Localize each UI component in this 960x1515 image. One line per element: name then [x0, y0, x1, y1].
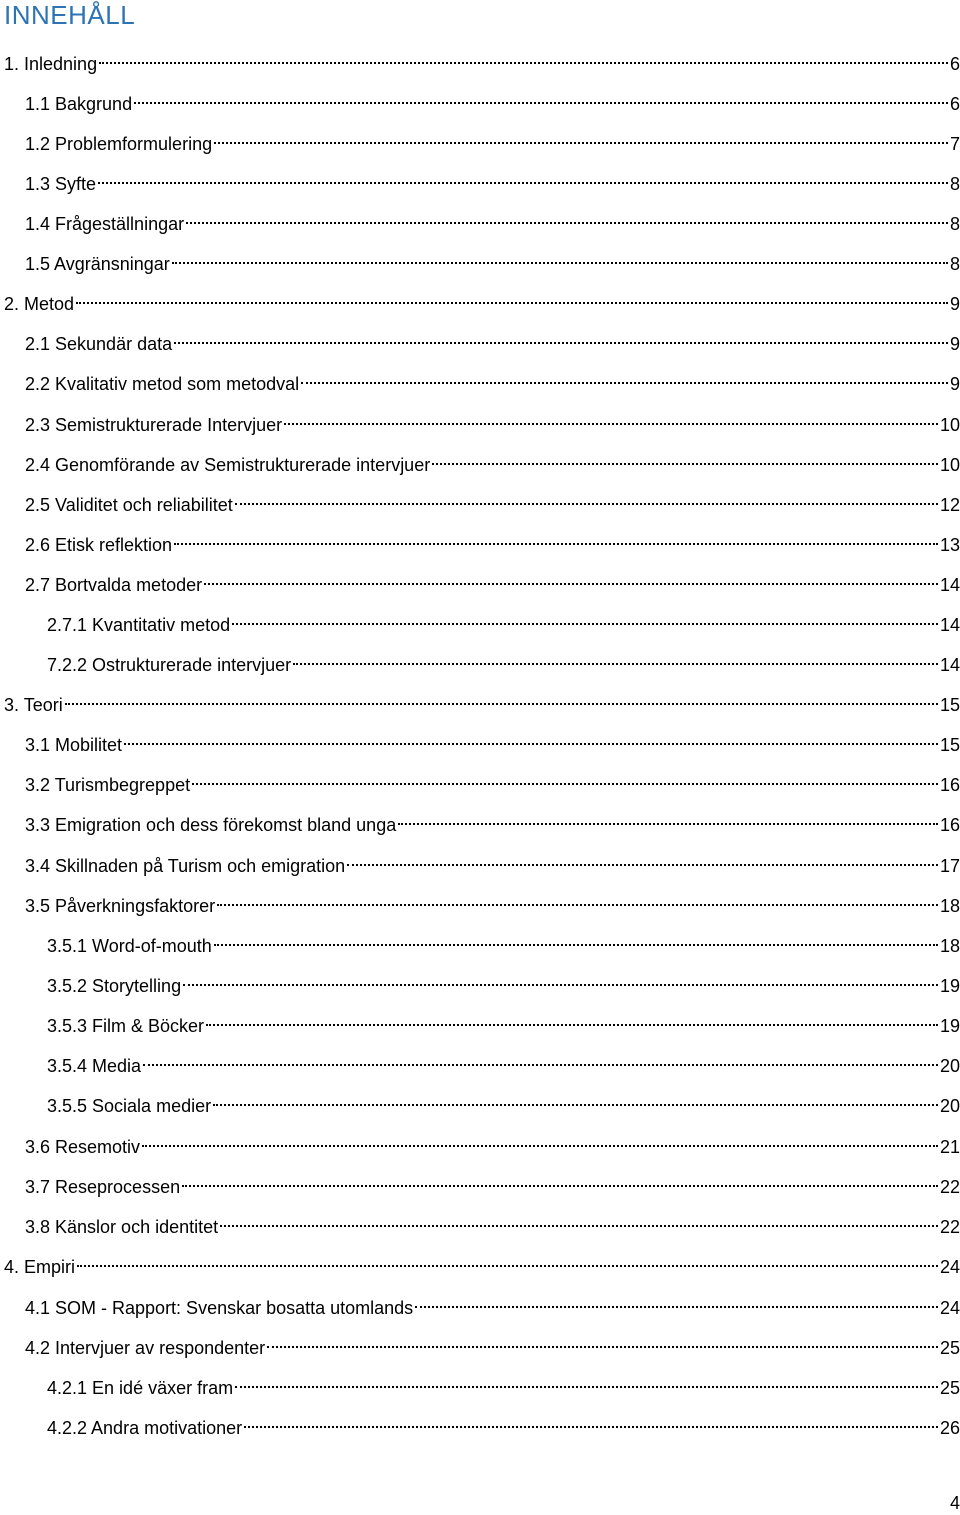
- toc-entry-page: 14: [939, 575, 960, 595]
- toc-entry-page: 25: [939, 1338, 960, 1358]
- toc-dot-leader: [432, 445, 938, 471]
- toc-entry-page: 21: [939, 1137, 960, 1157]
- toc-entry-label: 2. Metod: [4, 294, 75, 314]
- toc-dot-leader: [217, 886, 938, 912]
- toc-entry-label: 1.3 Syfte: [25, 174, 97, 194]
- toc-entry-page: 18: [939, 896, 960, 916]
- toc-dot-leader: [183, 966, 938, 992]
- toc-entry-label: 1. Inledning: [4, 54, 98, 74]
- toc-dot-leader: [214, 124, 948, 150]
- toc-dot-leader: [347, 846, 938, 872]
- toc-entry-page: 6: [949, 54, 960, 74]
- toc-entry[interactable]: [4, 44, 960, 74]
- toc-entry[interactable]: [47, 966, 960, 996]
- toc-entry-page: 24: [939, 1298, 960, 1318]
- toc-entry-label: 3.2 Turismbegreppet: [25, 775, 191, 795]
- toc-entry-label: 3.8 Känslor och identitet: [25, 1217, 219, 1237]
- toc-entry-label: 4.2 Intervjuer av respondenter: [25, 1338, 266, 1358]
- toc-entry-page: 22: [939, 1217, 960, 1237]
- toc-entry[interactable]: [25, 124, 960, 154]
- toc-entry-page: 9: [949, 334, 960, 354]
- toc-entry-page: 24: [939, 1257, 960, 1277]
- toc-entry-label: 2.4 Genomförande av Semistrukturerade intervjuer: [25, 455, 431, 475]
- toc-entry-page: 15: [939, 695, 960, 715]
- toc-dot-leader: [213, 1086, 938, 1112]
- toc-dot-leader: [267, 1328, 938, 1354]
- toc-entry[interactable]: [25, 164, 960, 194]
- toc-entry[interactable]: [25, 1207, 960, 1237]
- toc-entry[interactable]: [47, 926, 960, 956]
- toc-entry-label: 4.2.1 En idé växer fram: [47, 1378, 234, 1398]
- toc-entry[interactable]: [25, 244, 960, 274]
- toc-entry-page: 20: [939, 1056, 960, 1076]
- toc-entry-label: 3.5 Påverkningsfaktorer: [25, 896, 216, 916]
- toc-entry-label: 3.5.4 Media: [47, 1056, 142, 1076]
- toc-dot-leader: [214, 926, 938, 952]
- toc-dot-leader: [134, 84, 948, 110]
- toc-entry[interactable]: [25, 1288, 960, 1318]
- toc-entry[interactable]: [4, 685, 960, 715]
- toc-entry-page: 16: [939, 775, 960, 795]
- toc-dot-leader: [301, 364, 948, 390]
- toc-entry-page: 17: [939, 856, 960, 876]
- toc-entry-label: 3.1 Mobilitet: [25, 735, 123, 755]
- toc-entry-label: 2.7.1 Kvantitativ metod: [47, 615, 231, 635]
- toc-dot-leader: [235, 485, 938, 511]
- toc-entry-label: 2.1 Sekundär data: [25, 334, 173, 354]
- toc-dot-leader: [142, 1127, 938, 1153]
- toc-entry-page: 20: [939, 1096, 960, 1116]
- toc-dot-leader: [172, 244, 948, 270]
- toc-dot-leader: [98, 164, 948, 190]
- toc-entry-label: 1.4 Frågeställningar: [25, 214, 185, 234]
- toc-entry-page: 19: [939, 976, 960, 996]
- toc-entry-page: 9: [949, 374, 960, 394]
- toc-dot-leader: [77, 1247, 938, 1273]
- toc-entry-page: 18: [939, 936, 960, 956]
- toc-dot-leader: [232, 605, 938, 631]
- toc-entry-page: 7: [949, 134, 960, 154]
- toc-entry-label: 3.4 Skillnaden på Turism och emigration: [25, 856, 346, 876]
- toc-entry-label: 4. Empiri: [4, 1257, 76, 1277]
- toc-dot-leader: [99, 44, 948, 70]
- toc-entry-page: 16: [939, 815, 960, 835]
- toc-entry-label: 7.2.2 Ostrukturerade intervjuer: [47, 655, 292, 675]
- toc-entry-page: 25: [939, 1378, 960, 1398]
- toc-dot-leader: [415, 1288, 938, 1314]
- toc-dot-leader: [220, 1207, 938, 1233]
- toc-entry[interactable]: [47, 1408, 960, 1438]
- toc-dot-leader: [174, 525, 938, 551]
- toc-entry-label: 3. Teori: [4, 695, 63, 715]
- toc-entry[interactable]: [47, 1006, 960, 1036]
- toc-entry[interactable]: [47, 1046, 960, 1076]
- toc-entry[interactable]: [47, 645, 960, 675]
- toc-entry[interactable]: [47, 605, 960, 635]
- toc-entry-page: 15: [939, 735, 960, 755]
- toc-entry-page: 22: [939, 1177, 960, 1197]
- toc-entry[interactable]: [25, 565, 960, 595]
- toc-entry-label: 2.7 Bortvalda metoder: [25, 575, 203, 595]
- toc-dot-leader: [174, 324, 948, 350]
- toc-entry-page: 10: [939, 415, 960, 435]
- toc-entry-page: 12: [939, 495, 960, 515]
- toc-entry[interactable]: [25, 485, 960, 515]
- toc-dot-leader: [293, 645, 938, 671]
- toc-entry[interactable]: [25, 525, 960, 555]
- toc-dot-leader: [398, 805, 938, 831]
- toc-dot-leader: [124, 725, 938, 751]
- toc-entry[interactable]: [47, 1368, 960, 1398]
- toc-entry-page: 13: [939, 535, 960, 555]
- page-number: 4: [949, 1493, 960, 1513]
- toc-entry-label: 3.5.2 Storytelling: [47, 976, 182, 996]
- toc-entry-page: 9: [949, 294, 960, 314]
- toc-dot-leader: [192, 765, 938, 791]
- toc-entry[interactable]: [25, 725, 960, 755]
- toc-entry-label: 3.5.3 Film & Böcker: [47, 1016, 205, 1036]
- toc-entry-label: 1.2 Problemformulering: [25, 134, 213, 154]
- toc-entry-page: 10: [939, 455, 960, 475]
- toc-entry-page: 8: [949, 254, 960, 274]
- toc-entry[interactable]: [25, 846, 960, 876]
- toc-entry-label: 3.7 Reseprocessen: [25, 1177, 181, 1197]
- toc-dot-leader: [143, 1046, 938, 1072]
- toc-entry-page: 14: [939, 615, 960, 635]
- toc-entry-label: 2.6 Etisk reflektion: [25, 535, 173, 555]
- toc-entry-page: 14: [939, 655, 960, 675]
- toc-entry[interactable]: [25, 204, 960, 234]
- toc-entry[interactable]: [25, 445, 960, 475]
- toc-entry-page: 19: [939, 1016, 960, 1036]
- toc-entry[interactable]: [25, 324, 960, 354]
- toc-entry-label: 4.1 SOM - Rapport: Svenskar bosatta utomlands: [25, 1298, 414, 1318]
- toc-entry[interactable]: [25, 805, 960, 835]
- toc-entry-label: 2.5 Validitet och reliabilitet: [25, 495, 233, 515]
- toc-entry-label: 1.1 Bakgrund: [25, 94, 133, 114]
- toc-dot-leader: [182, 1167, 938, 1193]
- toc-entry[interactable]: [25, 1127, 960, 1157]
- toc-dot-leader: [284, 405, 938, 431]
- toc-entry-label: 3.3 Emigration och dess förekomst bland unga: [25, 815, 397, 835]
- toc-entry[interactable]: [4, 284, 960, 314]
- toc-dot-leader: [204, 565, 938, 591]
- toc-entry-label: 3.6 Resemotiv: [25, 1137, 141, 1157]
- toc-entry[interactable]: [47, 1086, 960, 1116]
- toc-entry-label: 1.5 Avgränsningar: [25, 254, 170, 274]
- toc-dot-leader: [244, 1408, 938, 1434]
- toc-entry[interactable]: [25, 364, 960, 394]
- toc-entry-label: 3.5.5 Sociala medier: [47, 1096, 212, 1116]
- toc-entry[interactable]: [4, 1247, 960, 1277]
- toc-entry-label: 3.5.1 Word-of-mouth: [47, 936, 212, 956]
- toc-dot-leader: [235, 1368, 938, 1394]
- toc-dot-leader: [206, 1006, 938, 1032]
- toc-dot-leader: [186, 204, 948, 230]
- toc-entry-page: 8: [949, 214, 960, 234]
- toc-entry[interactable]: [25, 1328, 960, 1358]
- toc-dot-leader: [76, 284, 948, 310]
- toc-entry-label: 4.2.2 Andra motivationer: [47, 1418, 243, 1438]
- toc-entry-page: 6: [949, 94, 960, 114]
- toc-dot-leader: [65, 685, 938, 711]
- toc-entry-page: 26: [939, 1418, 960, 1438]
- toc-entry[interactable]: [25, 1167, 960, 1197]
- toc-entry[interactable]: [25, 765, 960, 795]
- toc-entry[interactable]: [25, 84, 960, 114]
- toc-entry-label: 2.2 Kvalitativ metod som metodval: [25, 374, 300, 394]
- toc-entry-label: 2.3 Semistrukturerade Intervjuer: [25, 415, 283, 435]
- toc-entry-page: 8: [949, 174, 960, 194]
- toc-entry[interactable]: [25, 886, 960, 916]
- toc-heading: INNEHÅLL: [4, 0, 136, 30]
- toc-entry[interactable]: [25, 405, 960, 435]
